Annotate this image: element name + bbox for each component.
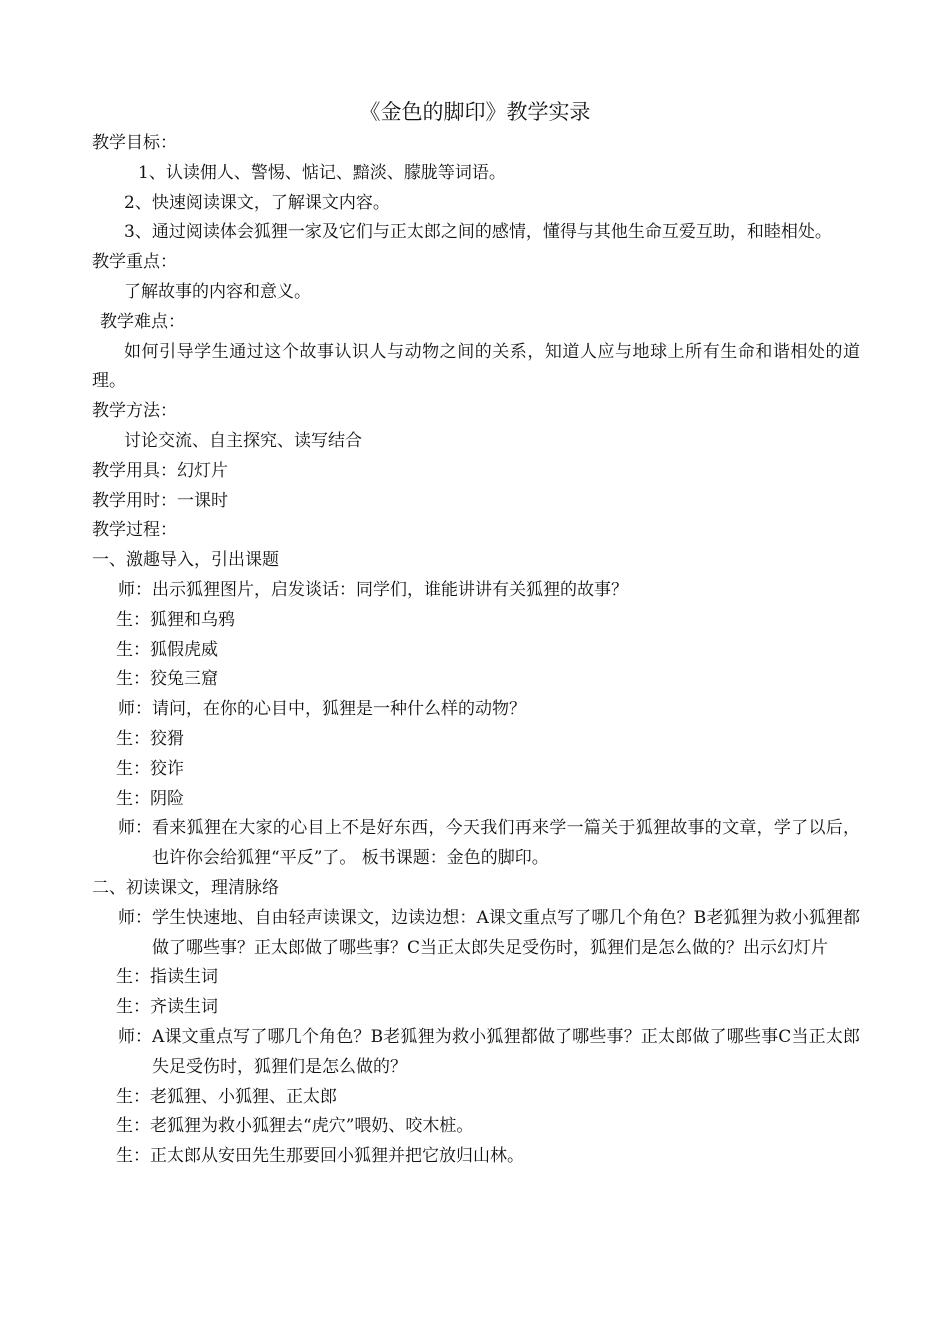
speaker-label: 生： <box>116 1116 150 1137</box>
method-text: 讨论交流、自主探究、读写结合 <box>124 430 362 451</box>
goals-heading: 教学目标： <box>92 133 177 153</box>
speaker-label: 生： <box>116 967 150 988</box>
speaker-label: 生： <box>116 669 150 690</box>
dialogue-line <box>92 785 860 815</box>
dialogue-line <box>92 725 860 755</box>
process-heading: 教学过程： <box>92 520 177 541</box>
dialogue-line <box>92 755 860 785</box>
document-title: 《金色的脚印》教学实录 <box>359 100 591 124</box>
dialogue-text: 学生快速地、自由轻声读课文，边读边想：A课文重点写了哪几个角色？B老狐狸为救小狐狸都做了哪些事？正太郎做了哪些事？C当正太郎失足受伤时，狐狸们是怎么做的？出示幻灯片 <box>152 907 860 958</box>
dialogue-text: 正太郎从安田先生那要回小狐狸并把它放归山林。 <box>150 1146 524 1167</box>
speaker-label: 生： <box>116 788 150 809</box>
dialogue-text: 齐读生词 <box>150 997 218 1018</box>
dialogue-text: 狡兔三窟 <box>150 669 218 690</box>
speaker-label: 生： <box>116 609 150 630</box>
dialogue-line <box>92 1023 860 1083</box>
speaker-label: 生： <box>116 997 150 1018</box>
dialogue-text: 狡猾 <box>150 728 184 749</box>
section1-heading: 一、激趣导入，引出课题 <box>92 550 279 571</box>
dialogue-line <box>92 576 860 606</box>
dialogue-line <box>92 695 860 725</box>
dialogue-line <box>92 606 860 636</box>
speaker-label: 生： <box>116 1146 150 1167</box>
dialogue-text: 出示狐狸图片，启发谈话：同学们，谁能讲讲有关狐狸的故事？ <box>152 579 628 600</box>
speaker-label: 生： <box>116 1086 150 1107</box>
dialogue-text: A课文重点写了哪几个角色？B老狐狸为救小狐狸都做了哪些事？正太郎做了哪些事C当正太郎失足受伤时，狐狸们是怎么做的？ <box>152 1026 860 1077</box>
dialogue-line <box>92 814 860 874</box>
dialogue-line <box>92 1112 860 1142</box>
speaker-label: 师： <box>118 579 152 600</box>
dialogue-line <box>92 993 860 1023</box>
dialogue-line <box>92 1083 860 1113</box>
dialogue-text: 狐假虎威 <box>150 639 218 660</box>
dialogue-line <box>92 636 860 666</box>
goal-item-3: 3、通过阅读体会狐狸一家及它们与正太郎之间的感情，懂得与其他生命互爱互助，和睦相处。 <box>124 222 832 243</box>
dialogue-text: 老狐狸、小狐狸、正太郎 <box>150 1086 337 1107</box>
speaker-label: 生： <box>116 639 150 660</box>
dialogue-line <box>92 1142 860 1172</box>
speaker-label: 师： <box>118 907 152 928</box>
dialogue-text: 狐狸和乌鸦 <box>150 609 235 630</box>
dialogue-line <box>92 665 860 695</box>
time-line: 教学用时：一课时 <box>92 490 228 511</box>
dialogue-text: 请问，在你的心目中，狐狸是一种什么样的动物？ <box>152 699 526 720</box>
dialogue-text: 阴险 <box>150 788 184 809</box>
method-heading: 教学方法： <box>92 401 177 422</box>
dialogue-line <box>92 963 860 993</box>
dialogue-line <box>92 904 860 964</box>
speaker-label: 生： <box>116 728 150 749</box>
tools-line: 教学用具：幻灯片 <box>92 460 228 481</box>
speaker-label: 生： <box>116 758 150 779</box>
speaker-label: 师： <box>118 699 152 720</box>
speaker-label: 师： <box>118 1026 152 1047</box>
dialogue-text: 看来狐狸在大家的心目上不是好东西，今天我们再来学一篇关于狐狸故事的文章，学了以后，也许你会给狐狸“平反”了。 板书课题：金色的脚印。 <box>152 818 860 869</box>
difficulty-heading: 教学难点： <box>100 311 185 332</box>
difficulty-text: 如何引导学生通过这个故事认识人与动物之间的关系，知道人应与地球上所有生命和谐相处的道理。 <box>92 341 860 392</box>
focus-text: 了解故事的内容和意义。 <box>124 281 311 302</box>
dialogue-text: 狡诈 <box>150 758 184 779</box>
goal-item-1: 1、认读佣人、警惕、惦记、黯淡、朦胧等词语。 <box>138 162 506 183</box>
dialogue-text: 老狐狸为救小狐狸去“虎穴”喂奶、咬木桩。 <box>150 1116 474 1137</box>
dialogue-text: 指读生词 <box>150 967 218 988</box>
document-body <box>92 129 860 1172</box>
focus-heading: 教学重点： <box>92 252 177 273</box>
section2-heading: 二、初读课文，理清脉络 <box>92 877 279 898</box>
goal-item-2: 2、快速阅读课文，了解课文内容。 <box>124 192 390 213</box>
speaker-label: 师： <box>118 818 152 839</box>
